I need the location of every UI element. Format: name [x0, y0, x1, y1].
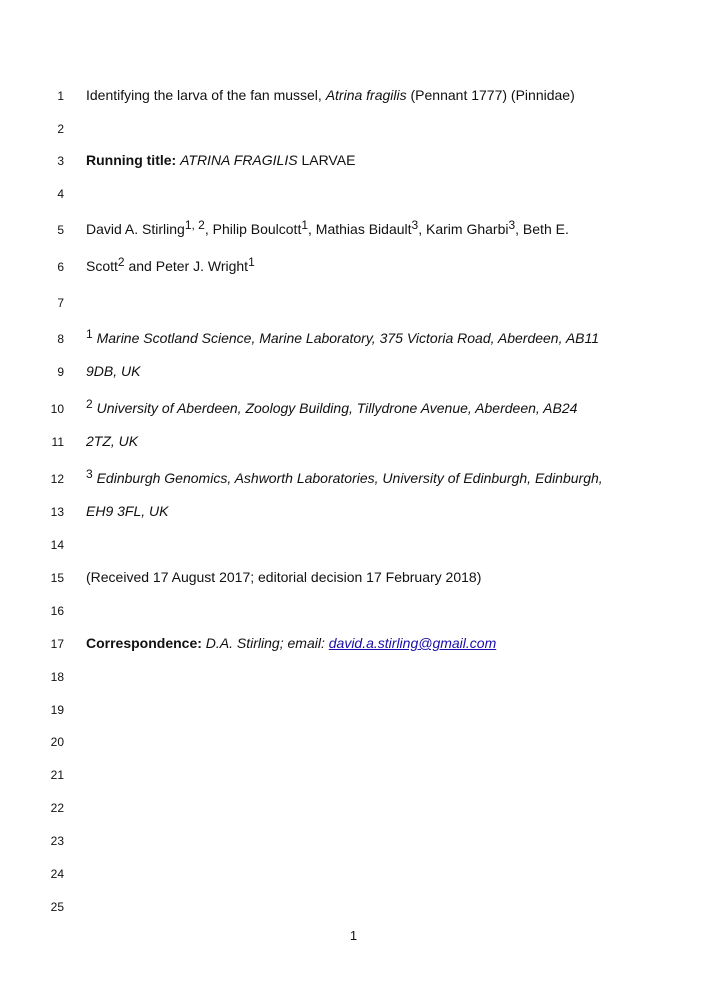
page-number: 1 [349, 928, 358, 943]
email-link[interactable]: david.a.stirling@gmail.com [328, 635, 497, 651]
line-6 [0, 255, 707, 281]
received-dates: (Received 17 August 2017; editorial decision 17 February 2018) [86, 569, 482, 585]
line-1 [0, 84, 707, 110]
line-15 [0, 566, 707, 592]
line-24 [0, 862, 707, 888]
line-5 [0, 218, 707, 244]
article-title: Identifying the larva of the fan mussel, Atrina fragilis (Pennant 1777) (Pinnidae) [86, 87, 575, 103]
affiliation-2-continued: 2TZ, UK [86, 433, 139, 449]
line-number: 21 [50, 768, 64, 782]
affiliation-1: $^1$ Marine Scotland Science, Marine Laboratory, 375 Victoria Road, Aberdeen, AB11 [86, 327, 600, 346]
line-number: 15 [50, 571, 64, 585]
line-23 [0, 829, 707, 855]
line-number: 7 [57, 296, 64, 310]
line-number: 16 [50, 604, 64, 618]
line-16 [0, 599, 707, 625]
line-number: 8 [57, 332, 64, 346]
line-number: 5 [57, 223, 64, 237]
line-21 [0, 763, 707, 789]
line-number: 12 [50, 472, 64, 486]
author-list-continued: Scott$^2$ and Peter J. Wright$^1$ [86, 255, 255, 274]
line-11 [0, 430, 707, 456]
line-number: 25 [50, 900, 64, 914]
line-4 [0, 182, 707, 208]
correspondence: Correspondence: D.A. Stirling; email: david.a.stirling@gmail.com [86, 635, 497, 651]
line-8 [0, 327, 707, 353]
line-7 [0, 291, 707, 317]
line-13 [0, 500, 707, 526]
affiliation-1-continued: 9DB, UK [86, 363, 141, 379]
line-12 [0, 467, 707, 493]
title-species: Atrina fragilis [325, 87, 407, 103]
line-2 [0, 117, 707, 143]
line-17 [0, 632, 707, 658]
line-number: 2 [57, 122, 64, 136]
author-list: David A. Stirling$^{1, 2}$, Philip Boulcott$^1$, Mathias Bidault$^3$, Karim Gharbi$^3$, Beth E. [86, 218, 569, 237]
line-number: 13 [50, 505, 64, 519]
line-10 [0, 397, 707, 423]
line-9 [0, 360, 707, 386]
line-number: 14 [50, 538, 64, 552]
line-14 [0, 533, 707, 559]
line-number: 4 [57, 187, 64, 201]
line-22 [0, 796, 707, 822]
line-number: 1 [57, 89, 64, 103]
line-number: 19 [50, 703, 64, 717]
line-number: 11 [51, 435, 64, 449]
line-18 [0, 665, 707, 691]
affiliation-2: $^2$ University of Aberdeen, Zoology Building, Tillydrone Avenue, Aberdeen, AB24 [86, 397, 578, 416]
line-3 [0, 149, 707, 175]
correspondence-label: Correspondence: [86, 635, 202, 651]
running-title-label: Running title: [86, 152, 177, 168]
line-number: 9 [57, 365, 64, 379]
line-19 [0, 698, 707, 724]
line-number: 23 [50, 834, 64, 848]
line-number: 17 [50, 637, 64, 651]
line-number: 6 [57, 260, 64, 274]
line-20 [0, 730, 707, 756]
affiliation-3: $^3$ Edinburgh Genomics, Ashworth Laboratories, University of Edinburgh, Edinburgh, [86, 467, 603, 486]
line-25 [0, 895, 707, 921]
running-title: Running title: ATRINA FRAGILIS LARVAE [86, 152, 356, 168]
line-number: 18 [50, 670, 64, 684]
line-number: 24 [50, 867, 64, 881]
line-number: 22 [50, 801, 64, 815]
affiliation-3-continued: EH9 3FL, UK [86, 503, 169, 519]
line-number: 3 [57, 154, 64, 168]
line-number: 10 [50, 402, 64, 416]
line-number: 20 [50, 735, 64, 749]
